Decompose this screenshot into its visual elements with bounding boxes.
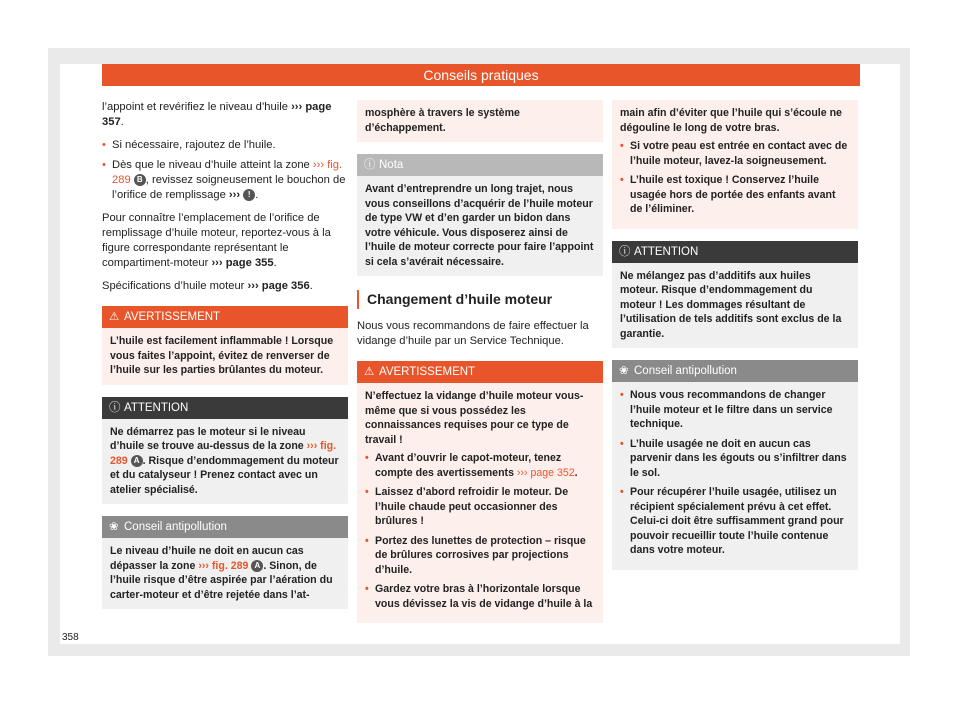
letter-marker: A xyxy=(131,455,143,467)
attention-box: ⓘ ATTENTION Ne mélangez pas d’additifs aux huiles moteur. Risque d’endommagement du moteur ! Les dommages résultant de l’utilisation de tels additifs sont exclus de la garantie. xyxy=(612,241,858,349)
warning-box-continued: mosphère à travers le système d’échappement. xyxy=(357,100,603,142)
column-1 xyxy=(102,100,348,621)
list-item: • Si votre peau est entrée en contact avec de l’huile moteur, lavez-la soigneusement. xyxy=(620,139,850,168)
list-item: • Avant d’ouvrir le capot-moteur, tenez compte des avertissements ››› page 352. xyxy=(365,451,595,480)
section-title: Changement d’huile moteur xyxy=(357,290,603,309)
letter-marker: B xyxy=(134,174,146,186)
page-header: Conseils pratiques xyxy=(102,64,860,86)
list-item: • L’huile usagée ne doit en aucun cas parvenir dans les égouts ou s’infiltrer dans le sol. xyxy=(620,437,850,481)
list-item: • Laissez d’abord refroidir le moteur. De l’huile chaude peut occasionner des brûlures ! xyxy=(365,485,595,529)
page-link[interactable]: ››› page 356 xyxy=(247,280,310,292)
figure-link[interactable]: ››› fig. 289 xyxy=(110,440,337,467)
warning-triangle-icon: ⚠ xyxy=(109,311,120,323)
warning-box: ⚠ AVERTISSEMENT N’effectuez la vidange d’huile moteur vous-même que si vous possédez les connaissances requises pour ce type de travail ! • Avant d’ouvrir le capot-moteur, tenez compte des avertissements ››› page 352. • Laissez d’abord refroidir le moteur. De l’huile chaude peut occasionner des brûlures ! • Portez des lunettes de protection – risque de brûlures corrosives par projections d’huile. • Gardez votre bras à l’horizontale lorsque vous dévissez la vis de vidange d’huile à la xyxy=(357,361,603,623)
note-icon: ⓘ xyxy=(364,159,376,171)
paragraph: Pour connaître l’emplacement de l’orifice de remplissage d’huile moteur, reportez-vous à la figure correspondante représentant le compartiment-moteur ››› page 355. xyxy=(102,212,331,269)
list-item: • Nous vous recommandons de changer l’huile moteur et le filtre dans un service technique. xyxy=(620,388,850,432)
page-link[interactable]: ››› page 355 xyxy=(211,257,274,269)
figure-link[interactable]: ››› fig. 289 xyxy=(198,559,249,572)
list-item: • Gardez votre bras à l’horizontale lorsque vous dévissez la vis de vidange d’huile à la xyxy=(365,582,595,611)
paragraph: Nous vous recommandons de faire effectuer la vidange d’huile par un Service Technique. xyxy=(357,320,589,347)
warning-box: ⚠ AVERTISSEMENT L’huile est facilement inflammable ! Lorsque vous faites l’appoint, évitez de renverser de l’huile sur les parties brûlantes du moteur. xyxy=(102,306,348,385)
leaf-icon: ❀ xyxy=(109,521,119,533)
letter-marker: A xyxy=(251,560,263,572)
eco-tip-box: ❀ Conseil antipollution • Nous vous recommandons de changer l’huile moteur et le filtre dans un service technique. • L’huile usagée ne doit en aucun cas parvenir dans les égouts ou s’infiltrer dans le sol. • Pour récupérer l’huile usagée, utilisez un récipient spécialement prévu à cet effet. Celui-ci doit être suffisamment grand pour pouvoir recueillir toute l’huile contenue dans votre moteur. xyxy=(612,360,858,570)
page-link[interactable]: ››› page 357 xyxy=(102,101,332,128)
list-item: • L’huile est toxique ! Conservez l’huile usagée hors de portée des enfants avant de l’éliminer. xyxy=(620,173,850,217)
page-link[interactable]: ››› page 352 xyxy=(516,466,575,479)
leaf-icon: ❀ xyxy=(619,365,629,377)
column-3 xyxy=(612,100,858,582)
list-item: • Si nécessaire, rajoutez de l’huile. xyxy=(102,138,348,153)
list-item: • Dès que le niveau d’huile atteint la zone ››› fig. 289 B , revissez soigneusement le bouchon de l’orifice de remplissage ››› ! . xyxy=(102,158,348,203)
warning-box-continued: main afin d’éviter que l’huile qui s’écoule ne dégouline le long de votre bras. • Si votre peau est entrée en contact avec de l’huile moteur, lavez-la soigneusement. • L’huile est toxique ! Conservez l’huile usagée hors de portée des enfants avant de l’éliminer. xyxy=(612,100,858,229)
note-box: ⓘ Nota Avant d’entreprendre un long trajet, nous vous conseillons d’acquérir de l’huile moteur de type VW et d’en garder un bidon dans votre véhicule. Vous disposerez ainsi de l’huile de moteur correcte pour faire l’appoint si cela s’avérait nécessaire. xyxy=(357,154,603,276)
warning-triangle-icon: ⚠ xyxy=(364,366,375,378)
page-number: 358 xyxy=(62,632,79,643)
paragraph: l’appoint et revérifiez le niveau d’huile ››› page 357. xyxy=(102,101,332,128)
attention-box: ⓘ ATTENTION Ne démarrez pas le moteur si le niveau d’huile se trouve au-dessus de la zone ››› fig. 289 A . Risque d’endommagement du moteur et du catalyseur ! Prenez contact avec un atelier spécialisé. xyxy=(102,397,348,505)
list-item: • Pour récupérer l’huile usagée, utilisez un récipient spécialement prévu à cet effet. Celui-ci doit être suffisamment grand pour pouvoir recueillir toute l’huile contenue dans votre moteur. xyxy=(620,485,850,558)
column-2 xyxy=(357,100,603,635)
warning-ref-icon: ! xyxy=(243,189,255,201)
figure-link[interactable]: ››› fig. 289 xyxy=(112,159,343,186)
info-circle-icon: ⓘ xyxy=(109,401,121,414)
list-item: • Portez des lunettes de protection – risque de brûlures corrosives par projections d’huile. xyxy=(365,534,595,578)
info-circle-icon: ⓘ xyxy=(619,245,631,258)
eco-tip-box: ❀ Conseil antipollution Le niveau d’huile ne doit en aucun cas dépasser la zone ››› fig. 289 A . Sinon, de l’huile risque d’être aspirée par l’aération du carter-moteur et d’être rejetée dans l’at- xyxy=(102,516,348,609)
paragraph: Spécifications d’huile moteur ››› page 356. xyxy=(102,280,313,292)
